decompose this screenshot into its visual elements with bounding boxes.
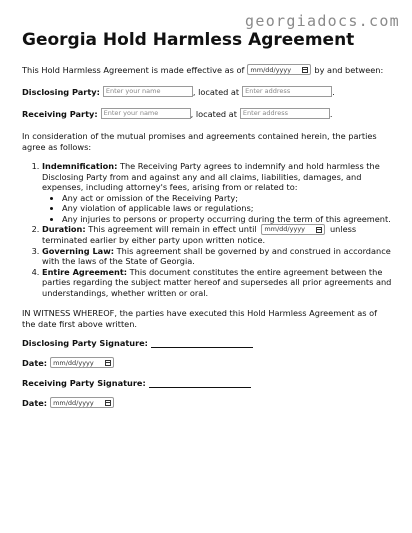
disclosing-name-input[interactable]: Enter your name <box>103 86 193 97</box>
disclosing-date-input[interactable]: mm/dd/yyyy <box>50 357 114 368</box>
brand-watermark: georgiadocs.com <box>245 12 400 30</box>
bullet-item: • Any act or omission of the Receiving Party; <box>62 193 392 204</box>
intro-end-text: by and between: <box>314 64 384 75</box>
governing-heading: Governing Law: <box>42 245 115 256</box>
page-title: Georgia Hold Harmless Agreement <box>22 30 355 50</box>
disclosing-signature-label: Disclosing Party Signature: <box>22 338 148 348</box>
receiving-end: . <box>329 108 333 119</box>
receiving-signature-label: Receiving Party Signature: <box>22 378 146 388</box>
receiving-address-input[interactable]: Enter address <box>240 108 330 119</box>
calendar-icon <box>302 67 308 73</box>
clause-entire-agreement <box>42 267 392 299</box>
calendar-icon <box>105 400 111 406</box>
duration-heading: Duration: <box>42 224 86 234</box>
receiving-party-row <box>22 108 392 119</box>
duration-text: This agreement will remain in effect until <box>88 224 257 234</box>
disclosing-date-label: Date: <box>22 357 48 368</box>
receiving-date-row <box>22 397 392 408</box>
receiving-name-input[interactable]: Enter your name <box>101 108 191 119</box>
disclosing-date-row <box>22 357 392 368</box>
duration-text-end: unless terminated earlier by either party upon written notice. <box>42 224 357 245</box>
consideration-paragraph: In consideration of the mutual promises and agreements contained herein, the parties agree as follows: <box>22 131 377 152</box>
agreement-document <box>22 30 392 408</box>
clause-duration <box>42 224 392 246</box>
disclosing-end: . <box>332 86 335 97</box>
effective-date-input[interactable]: mm/dd/yyyy <box>247 64 311 75</box>
intro-text: This Hold Harmless Agreement is made effective as of <box>22 64 245 75</box>
entire-text: This document constitutes the entire agreement between the parties regarding the subject matter hereof and supersedes all prior agreements and understandings, whether written or oral. <box>42 266 392 298</box>
intro-line <box>22 64 392 75</box>
indemnification-heading: Indemnification: <box>42 161 118 171</box>
receiving-signature-line[interactable] <box>149 379 251 388</box>
receiving-date-label: Date: <box>22 397 48 408</box>
calendar-icon <box>105 360 111 366</box>
clause-indemnification <box>42 161 392 224</box>
governing-text: This agreement shall be governed by and construed in accordance with the laws of the State of Georgia. <box>42 245 391 266</box>
disclosing-signature-row <box>22 338 392 348</box>
receiving-party-label: Receiving Party: <box>22 108 98 119</box>
disclosing-address-input[interactable]: Enter address <box>242 86 332 97</box>
indemnification-text: The Receiving Party agrees to indemnify and hold harmless the Disclosing Party from and against any and all claims, liabilities, damages, and expenses, including attorney's fees, arising from or related to: <box>42 161 380 192</box>
bullet-item: • Any violation of applicable laws or regulations; <box>62 203 392 214</box>
calendar-icon <box>316 227 322 233</box>
clause-governing-law <box>42 246 392 267</box>
witness-paragraph: IN WITNESS WHEREOF, the parties have executed this Hold Harmless Agreement as of the date first above written. <box>22 308 378 329</box>
receiving-located-text: , located at <box>190 108 237 119</box>
duration-date-input[interactable]: mm/dd/yyyy <box>261 224 325 235</box>
clauses-list <box>22 161 392 298</box>
bullet-item: • Any injuries to persons or property occurring during the term of this agreement. <box>62 214 392 225</box>
disclosing-signature-line[interactable] <box>151 339 253 348</box>
receiving-signature-row <box>22 378 392 388</box>
receiving-date-input[interactable]: mm/dd/yyyy <box>50 397 114 408</box>
disclosing-located-text: , located at <box>192 86 240 97</box>
disclosing-party-label: Disclosing Party: <box>22 86 100 97</box>
indemnification-bullets <box>42 193 392 225</box>
entire-heading: Entire Agreement: <box>42 266 128 277</box>
disclosing-party-row <box>22 86 392 97</box>
